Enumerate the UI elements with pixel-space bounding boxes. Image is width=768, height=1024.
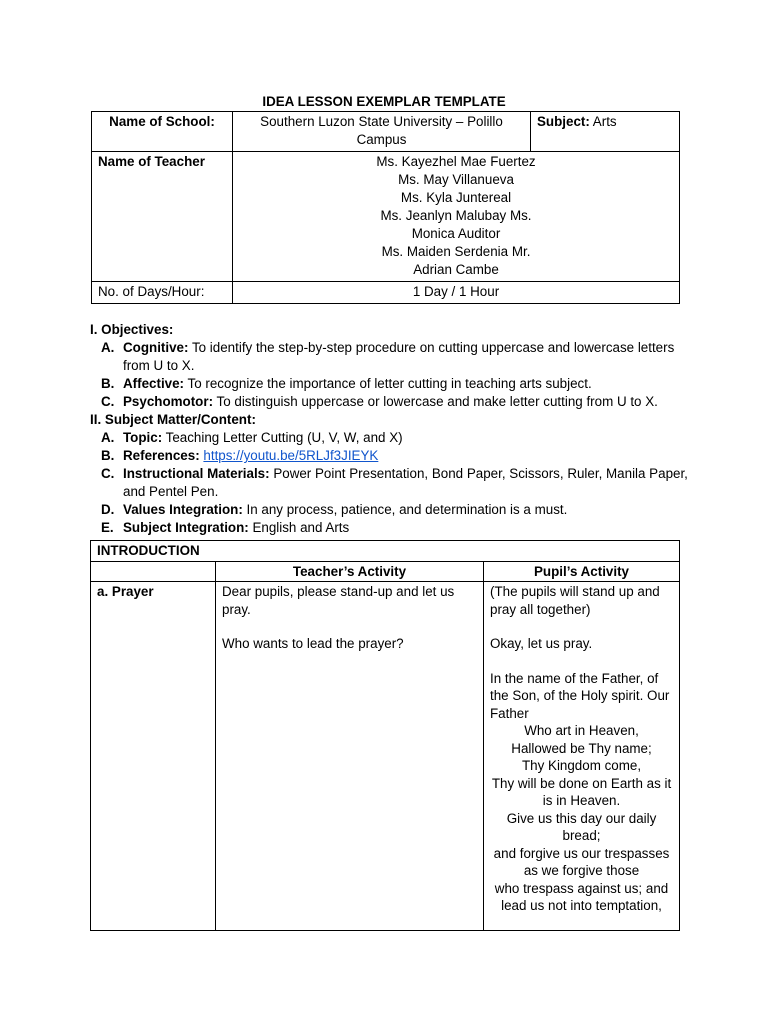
item-marker: C. bbox=[101, 466, 115, 481]
subject-integration-item bbox=[90, 519, 690, 537]
teacher-name: Ms. Maiden Serdenia Mr. bbox=[381, 244, 531, 259]
objective-label: Cognitive: bbox=[123, 340, 189, 355]
teacher-label: Name of Teacher bbox=[92, 152, 233, 282]
topic-item bbox=[90, 429, 690, 447]
objective-item bbox=[90, 375, 690, 393]
school-row bbox=[92, 112, 680, 152]
introduction-row bbox=[91, 541, 680, 562]
school-value: Southern Luzon State University – Polillo Campus bbox=[233, 112, 531, 152]
pupil-line: In the name of the Father, of the Son, of the Holy spirit. Our Father bbox=[490, 670, 670, 721]
objective-text: To identify the step-by-step procedure on cutting uppercase and lowercase letters from U to X. bbox=[123, 340, 675, 373]
prayer-line: lead us not into temptation, bbox=[501, 898, 662, 913]
pupil-line: Okay, let us pray. bbox=[490, 636, 593, 651]
item-marker: A. bbox=[101, 340, 115, 355]
prayer-row bbox=[91, 582, 680, 931]
subject-cell bbox=[531, 112, 680, 152]
objectives-heading: I. Objectives: bbox=[90, 322, 174, 337]
materials-item bbox=[90, 465, 690, 501]
pupil-line: (The pupils will stand up and pray all together) bbox=[490, 584, 660, 617]
teacher-name: Monica Auditor bbox=[411, 226, 501, 241]
teacher-name: Ms. May Villanueva bbox=[398, 172, 514, 187]
prayer-line: and forgive us our trespasses as we forgive those bbox=[493, 845, 670, 878]
school-label: Name of School: bbox=[92, 112, 233, 152]
item-marker: A. bbox=[101, 430, 115, 445]
prayer-line: Give us this day our daily bread; bbox=[506, 810, 657, 843]
teacher-name: Ms. Kayezhel Mae Fuertez bbox=[376, 154, 536, 169]
teacher-row bbox=[92, 152, 680, 282]
teacher-name: Ms. Jeanlyn Malubay Ms. bbox=[380, 208, 532, 223]
subject-integration-text: English and Arts bbox=[248, 520, 350, 535]
days-row bbox=[92, 282, 680, 304]
objectives-list bbox=[90, 339, 690, 411]
pupil-activity-cell bbox=[484, 582, 680, 931]
subject-matter-list bbox=[90, 429, 690, 537]
values-text: In any process, patience, and determination is a must. bbox=[242, 502, 568, 517]
materials-text: Power Point Presentation, Bond Paper, Scissors, Ruler, Manila Paper, and Pentel Pen. bbox=[123, 466, 688, 499]
objectives-section bbox=[90, 321, 690, 537]
activity-header-row bbox=[91, 561, 680, 582]
teacher-activity-cell bbox=[216, 582, 484, 931]
prayer-line: Thy Kingdom come, bbox=[521, 758, 642, 773]
lesson-info-table bbox=[91, 111, 680, 304]
references-link[interactable]: https://youtu.be/5RLJf3JIEYK bbox=[203, 448, 379, 463]
item-marker: E. bbox=[101, 520, 114, 535]
prayer-line: Who art in Heaven, bbox=[524, 723, 639, 738]
topic-label: Topic: bbox=[123, 430, 163, 445]
topic-text: Teaching Letter Cutting (U, V, W, and X) bbox=[162, 430, 403, 445]
objective-item bbox=[90, 339, 690, 375]
subject-matter-heading: II. Subject Matter/Content: bbox=[90, 412, 256, 427]
objective-item bbox=[90, 393, 690, 411]
prayer-label: a. Prayer bbox=[91, 582, 216, 931]
values-item bbox=[90, 501, 690, 519]
pupil-activity-header: Pupil’s Activity bbox=[484, 561, 680, 582]
introduction-heading: INTRODUCTION bbox=[91, 541, 680, 562]
item-marker: C. bbox=[101, 394, 115, 409]
item-marker: B. bbox=[101, 448, 115, 463]
objective-label: Psychomotor: bbox=[123, 394, 214, 409]
subject-label: Subject: bbox=[537, 114, 590, 129]
objective-text: To distinguish uppercase or lowercase and make letter cutting from U to X. bbox=[213, 394, 658, 409]
subject-value: Arts bbox=[589, 114, 617, 129]
prayer-line: who trespass against us; and bbox=[494, 880, 669, 896]
teacher-name: Adrian Cambe bbox=[413, 262, 499, 277]
days-label: No. of Days/Hour: bbox=[92, 282, 233, 304]
empty-header-cell bbox=[91, 561, 216, 582]
document-title: IDEA LESSON EXEMPLAR TEMPLATE bbox=[262, 94, 506, 109]
teacher-line: Who wants to lead the prayer? bbox=[222, 636, 404, 651]
objective-label: Affective: bbox=[123, 376, 185, 391]
teacher-name: Ms. Kyla Juntereal bbox=[400, 190, 512, 205]
references-item bbox=[90, 447, 690, 465]
prayer-line: Thy will be done on Earth as it is in Heaven. bbox=[491, 775, 672, 808]
references-label: References: bbox=[123, 448, 200, 463]
subject-integration-label: Subject Integration: bbox=[123, 520, 249, 535]
days-value: 1 Day / 1 Hour bbox=[233, 282, 680, 304]
teacher-activity-header: Teacher’s Activity bbox=[216, 561, 484, 582]
activity-table bbox=[90, 540, 680, 931]
objective-text: To recognize the importance of letter cutting in teaching arts subject. bbox=[184, 376, 592, 391]
item-marker: B. bbox=[101, 376, 115, 391]
teacher-list bbox=[233, 152, 680, 282]
prayer-line: Hallowed be Thy name; bbox=[511, 740, 652, 756]
item-marker: D. bbox=[101, 502, 115, 517]
materials-label: Instructional Materials: bbox=[123, 466, 270, 481]
values-label: Values Integration: bbox=[123, 502, 243, 517]
teacher-line: Dear pupils, please stand-up and let us pray. bbox=[222, 584, 455, 617]
